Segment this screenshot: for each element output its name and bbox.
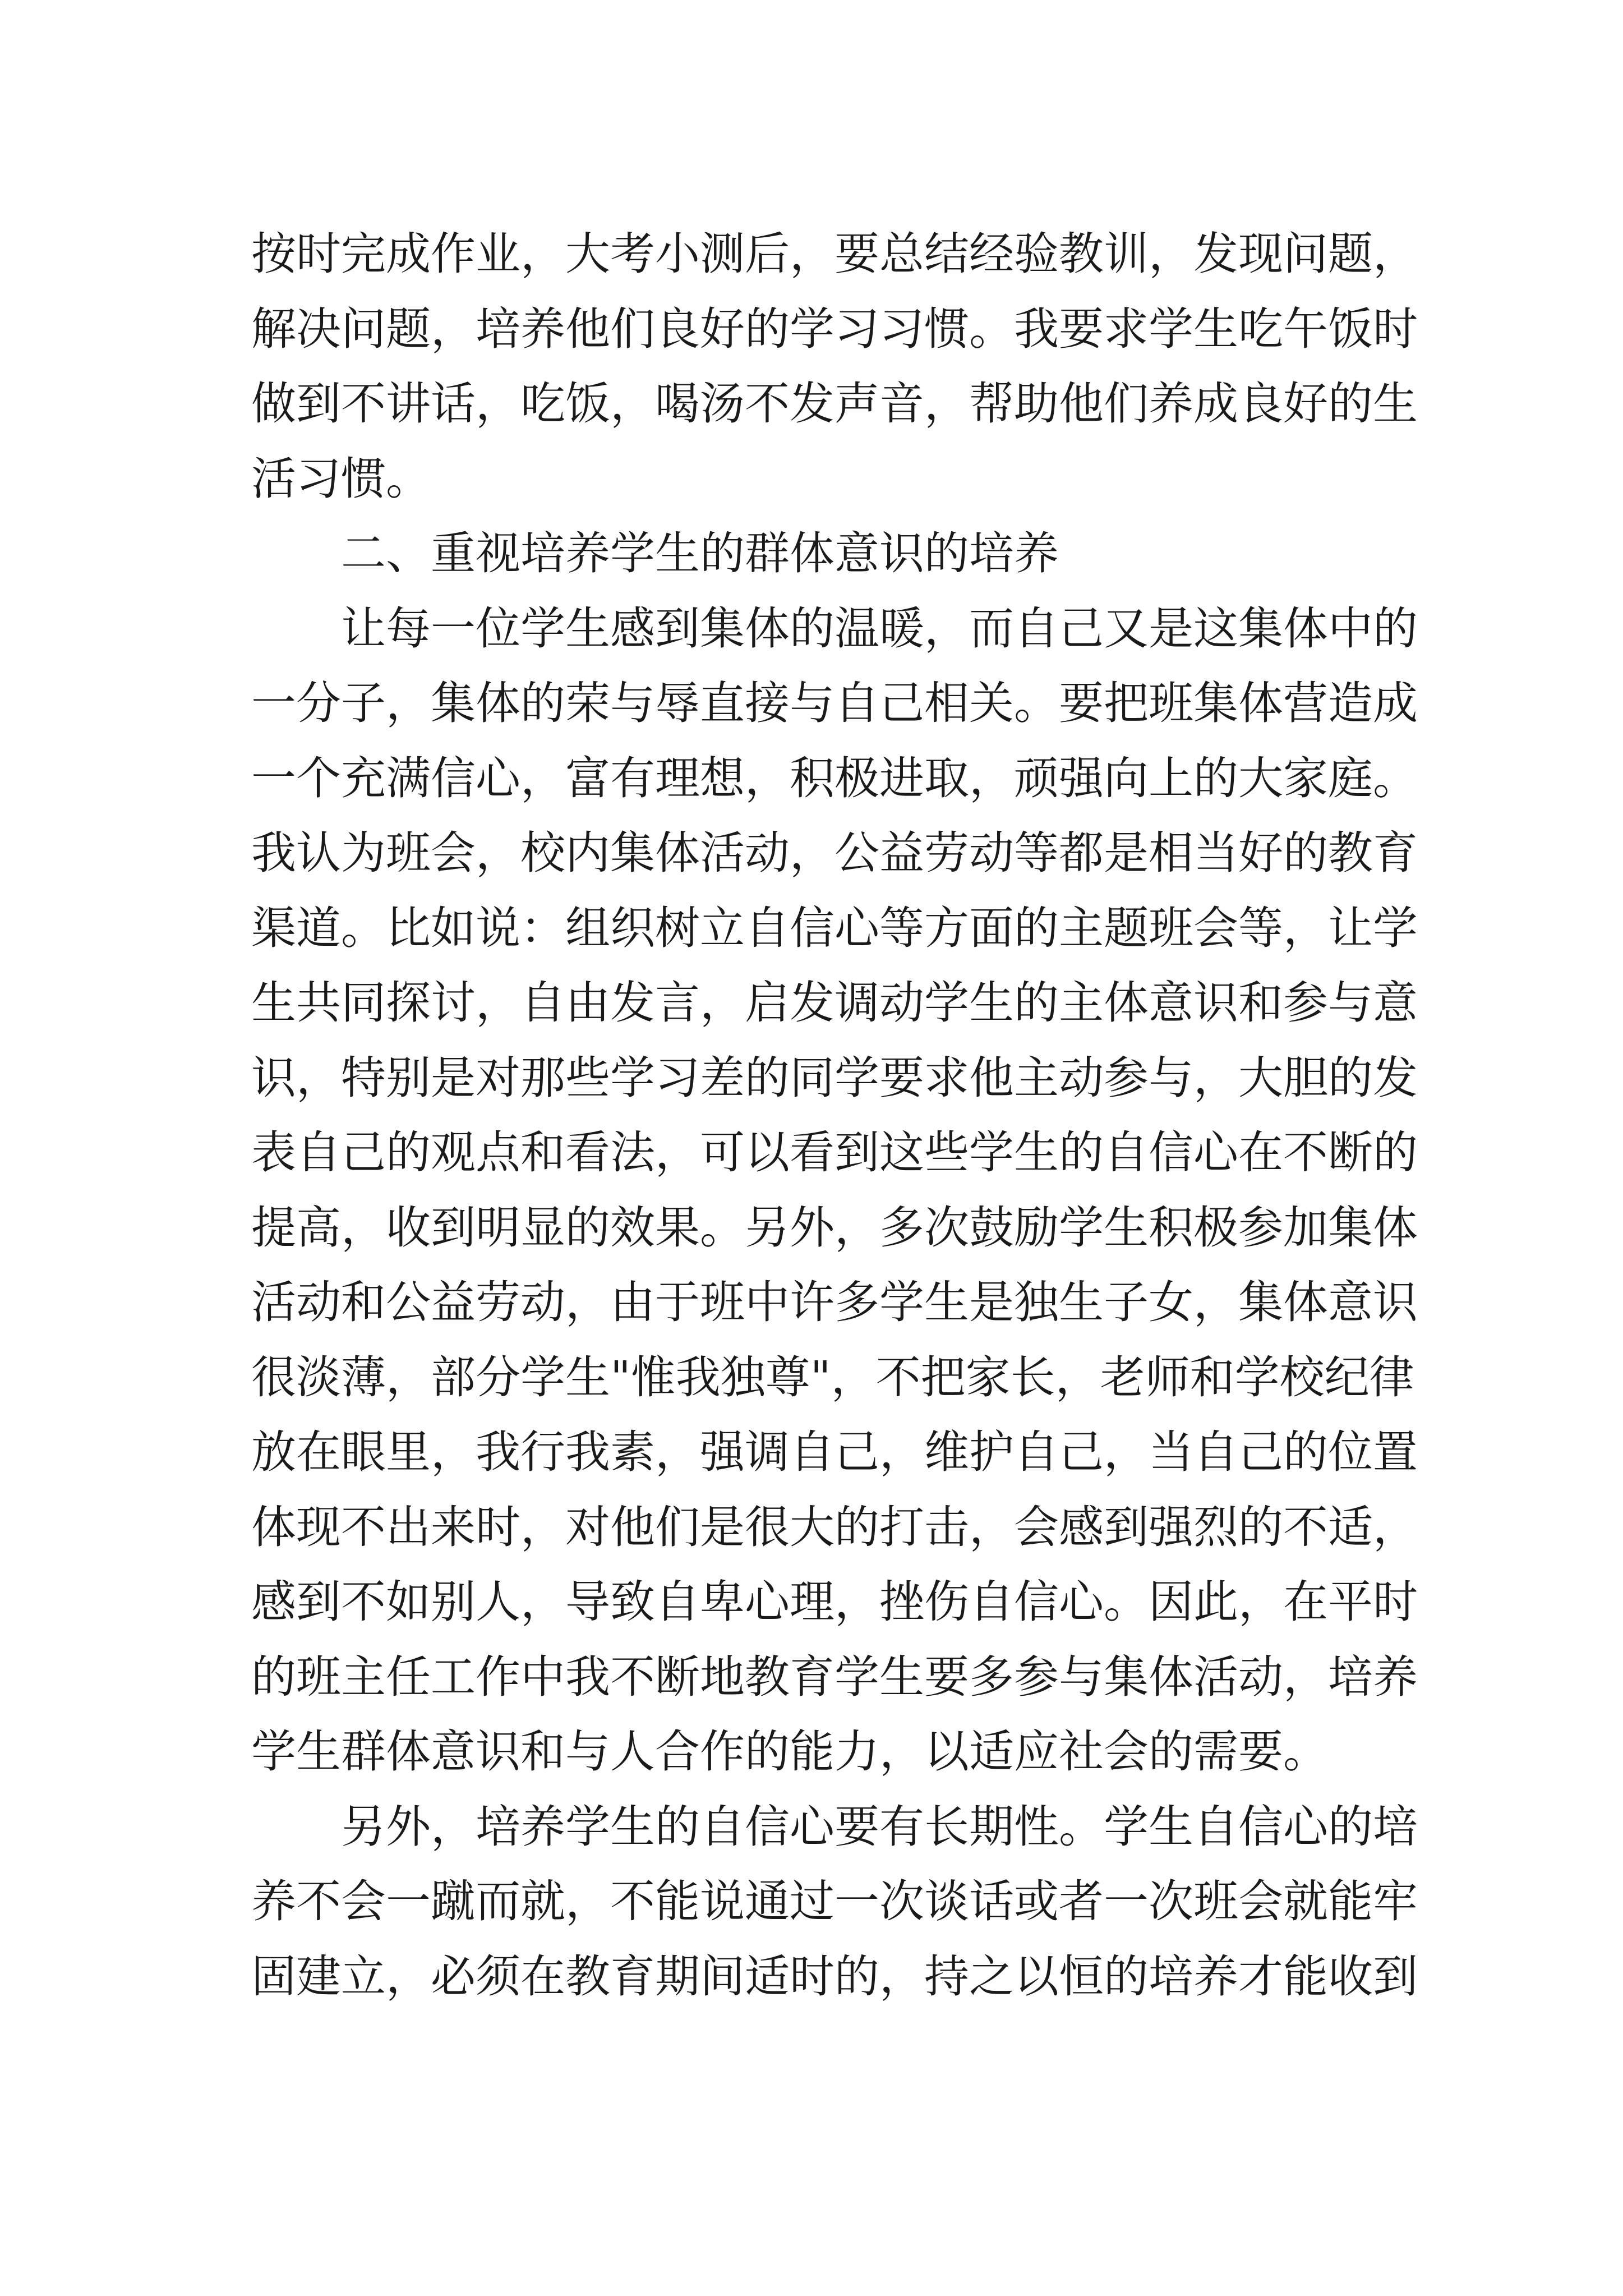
text-line: 提高，收到明显的效果。另外，多次鼓励学生积极参加集体 [251, 1201, 1418, 1254]
text-line: 的班主任工作中我不断地教育学生要多参与集体活动，培养 [251, 1650, 1418, 1703]
text-line: 放在眼里，我行我素，强调自己，维护自己，当自己的位置 [251, 1426, 1418, 1478]
text-line: 让每一位学生感到集体的温暖，而自己又是这集体中的 [341, 602, 1418, 655]
paragraph-3 [251, 1789, 1418, 2014]
text-line: 生共同探讨，自由发言，启发调动学生的主体意识和参与意 [251, 977, 1418, 1029]
text-line: 我认为班会，校内集体活动，公益劳动等都是相当好的教育 [251, 827, 1418, 879]
text-line: 一分子，集体的荣与辱直接与自己相关。要把班集体营造成 [251, 677, 1418, 729]
text-line: 表自己的观点和看法，可以看到这些学生的自信心在不断的 [251, 1126, 1418, 1179]
text-line: 做到不讲话，吃饭，喝汤不发声音，帮助他们养成良好的生 [251, 378, 1418, 430]
text-line: 识，特别是对那些学习差的同学要求他主动参与，大胆的发 [251, 1051, 1418, 1104]
text-line: 固建立，必须在教育期间适时的，持之以恒的培养才能收到 [251, 1950, 1418, 2003]
text-line: 活习惯。 [251, 452, 431, 505]
text-line: 渠道。比如说：组织树立自信心等方面的主题班会等，让学 [251, 901, 1418, 954]
text-line: 按时完成作业，大考小测后，要总结经验教训，发现问题， [251, 228, 1418, 280]
text-line: 另外，培养学生的自信心要有长期性。学生自信心的培 [341, 1800, 1418, 1853]
paragraph-2 [251, 591, 1418, 1789]
text-line: 体现不出来时，对他们是很大的打击，会感到强烈的不适， [251, 1501, 1418, 1553]
text-line: 很淡薄，部分学生"惟我独尊"，不把家长，老师和学校纪律 [251, 1351, 1414, 1404]
text-line: 活动和公益劳动，由于班中许多学生是独生子女，集体意识 [251, 1276, 1418, 1328]
text-line: 解决问题，培养他们良好的学习习惯。我要求学生吃午饭时 [251, 302, 1418, 355]
body-text [251, 217, 1418, 2014]
section-heading [251, 516, 1378, 591]
heading-2: 二、重视培养学生的群体意识的培养 [341, 527, 1059, 579]
text-line: 学生群体意识和与人合作的能力，以适应社会的需要。 [251, 1726, 1328, 1778]
paragraph-1 [251, 217, 1418, 516]
text-line: 养不会一蹴而就，不能说通过一次谈话或者一次班会就能牢 [251, 1875, 1418, 1927]
text-line: 一个充满信心，富有理想，积极进取，顽强向上的大家庭。 [251, 752, 1418, 804]
text-line: 感到不如别人，导致自卑心理，挫伤自信心。因此，在平时 [251, 1576, 1418, 1628]
